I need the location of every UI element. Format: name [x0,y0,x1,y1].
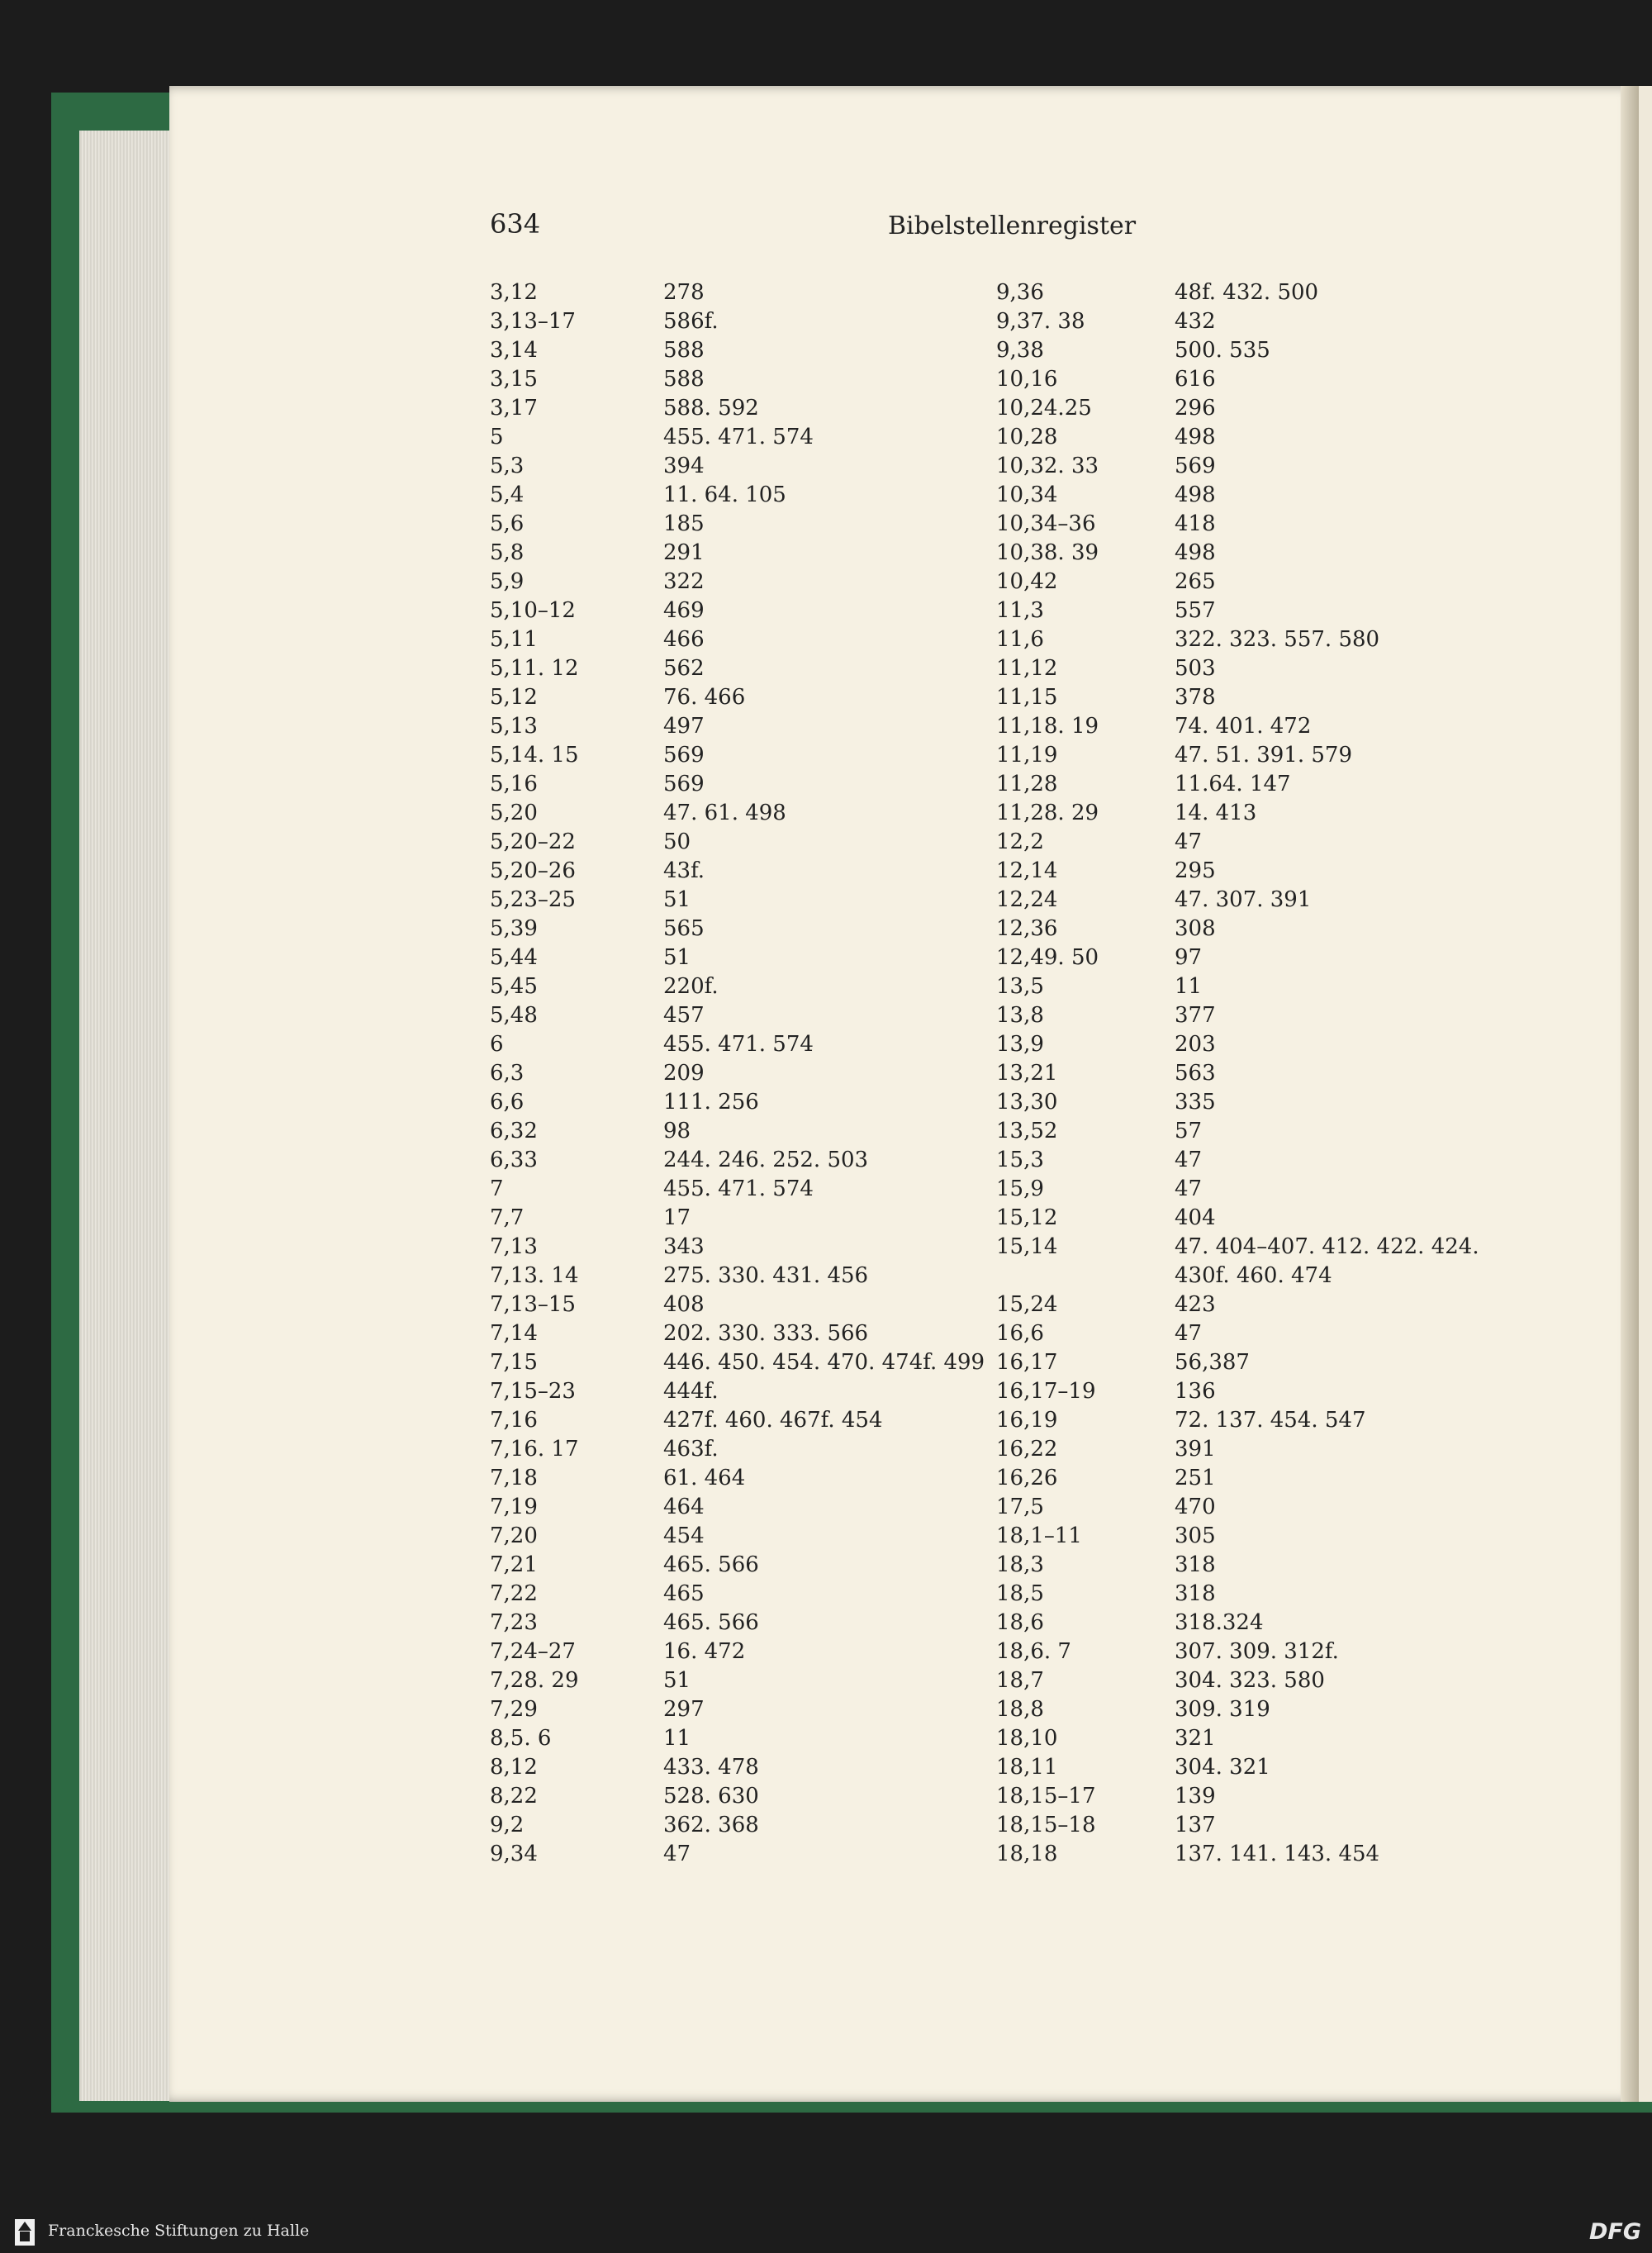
index-pages: 76. 466 [663,685,746,710]
index-pages: 391 [1175,1437,1216,1462]
index-pages: 470 [1175,1495,1216,1519]
index-reference: 18,3 [996,1552,1044,1577]
index-reference: 7,7 [490,1205,525,1230]
index-pages: 275. 330. 431. 456 [663,1263,869,1288]
index-reference: 18,6. 7 [996,1639,1071,1664]
index-reference: 13,5 [996,974,1044,999]
index-reference: 11,19 [996,743,1058,768]
index-reference: 5,13 [490,714,538,739]
index-reference: 15,24 [996,1292,1058,1317]
index-reference [996,1262,1099,1290]
index-reference: 3,13–17 [490,309,576,334]
index-reference: 5,6 [490,511,525,536]
index-reference: 7,15–23 [490,1379,576,1404]
index-reference: 6,33 [490,1148,538,1172]
index-reference: 7,13. 14 [490,1263,579,1288]
index-reference: 5,44 [490,945,538,970]
index-pages: 455. 471. 574 [663,1176,814,1201]
index-pages: 335 [1175,1090,1216,1115]
index-column-references-2 [996,278,1099,1869]
index-pages: 61. 464 [663,1466,746,1490]
index-pages: 14. 413 [1175,801,1257,825]
index-column-pages-1 [663,278,985,1869]
index-reference: 7,18 [490,1466,538,1490]
index-reference: 7,28. 29 [490,1668,579,1693]
index-reference: 8,22 [490,1784,538,1809]
index-reference: 12,36 [996,916,1058,941]
index-pages: 304. 321 [1175,1755,1270,1780]
index-pages: 296 [1175,396,1216,421]
index-pages: 322 [663,569,705,594]
index-pages: 404 [1175,1205,1216,1230]
index-pages: 203 [1175,1032,1216,1057]
index-reference: 16,6 [996,1321,1044,1346]
index-pages: 304. 323. 580 [1175,1668,1325,1693]
index-reference: 5,14. 15 [490,743,579,768]
index-pages: 220f. [663,974,719,999]
index-reference: 11,3 [996,598,1044,623]
index-pages: 51 [663,887,691,912]
index-pages: 498 [1175,540,1216,565]
index-reference: 9,34 [490,1842,538,1866]
index-pages: 47 [1175,1176,1203,1201]
index-pages: 11.64. 147 [1175,772,1291,796]
index-reference: 6,6 [490,1090,525,1115]
index-pages: 244. 246. 252. 503 [663,1148,869,1172]
index-pages: 446. 450. 454. 470. 474f. 499 [663,1350,985,1375]
index-pages: 465. 566 [663,1610,759,1635]
facing-page-edge [1639,86,1652,2102]
index-reference: 13,9 [996,1032,1044,1057]
index-column-references-1 [490,278,579,1869]
index-reference: 11,18. 19 [996,714,1099,739]
index-pages: 454 [663,1523,705,1548]
index-reference: 7,13 [490,1234,538,1259]
index-reference: 3,14 [490,338,538,363]
index-reference: 17,5 [996,1495,1044,1519]
index-reference: 11,28. 29 [996,801,1099,825]
index-reference: 5 [490,425,504,449]
index-pages: 498 [1175,425,1216,449]
index-pages: 291 [663,540,705,565]
index-reference: 7,14 [490,1321,538,1346]
index-reference: 10,32. 33 [996,454,1099,478]
index-pages: 466 [663,627,705,652]
index-pages: 185 [663,511,705,536]
index-pages: 307. 309. 312f. [1175,1639,1339,1664]
index-reference: 10,28 [996,425,1058,449]
index-pages: 265 [1175,569,1216,594]
index-reference: 7,19 [490,1495,538,1519]
index-reference: 9,38 [996,338,1044,363]
index-reference: 5,10–12 [490,598,576,623]
index-reference: 7,22 [490,1581,538,1606]
page-title: Bibelstellenregister [888,212,1137,240]
index-reference: 7,16 [490,1408,538,1433]
index-reference: 12,14 [996,858,1058,883]
index-pages: 362. 368 [663,1813,759,1837]
index-reference: 18,15–17 [996,1784,1096,1809]
index-reference: 6,32 [490,1119,538,1143]
index-pages: 47. 51. 391. 579 [1175,743,1353,768]
index-pages: 432 [1175,309,1216,334]
index-reference: 5,48 [490,1003,538,1028]
index-pages: 569 [1175,454,1216,478]
index-pages: 278 [663,280,705,305]
index-reference: 7,24–27 [490,1639,576,1664]
index-pages: 50 [663,829,691,854]
index-pages: 321 [1175,1726,1216,1751]
index-reference: 6 [490,1032,504,1057]
index-pages: 209 [663,1061,705,1086]
index-reference: 11,28 [996,772,1058,796]
index-pages: 57 [1175,1119,1203,1143]
index-pages: 457 [663,1003,705,1028]
index-pages: 497 [663,714,705,739]
index-pages: 17 [663,1205,691,1230]
index-reference: 11,6 [996,627,1044,652]
index-reference: 12,24 [996,887,1058,912]
index-reference: 5,20–26 [490,858,576,883]
index-reference: 10,16 [996,367,1058,392]
index-reference: 10,34–36 [996,511,1096,536]
index-pages: 318 [1175,1552,1216,1577]
index-pages: 444f. [663,1379,719,1404]
index-reference: 5,45 [490,974,538,999]
index-reference: 8,12 [490,1755,538,1780]
index-pages: 465. 566 [663,1552,759,1577]
index-pages: 557 [1175,598,1216,623]
index-pages: 297 [663,1697,705,1722]
index-pages: 51 [663,945,691,970]
index-pages: 378 [1175,685,1216,710]
index-pages: 51 [663,1668,691,1693]
index-reference: 11,12 [996,656,1058,681]
index-pages: 569 [663,772,705,796]
index-reference: 5,11 [490,627,538,652]
index-pages: 588. 592 [663,396,759,421]
index-reference: 3,12 [490,280,538,305]
index-pages: 418 [1175,511,1216,536]
index-pages: 423 [1175,1292,1216,1317]
index-reference: 18,8 [996,1697,1044,1722]
index-pages: 586f. [663,309,719,334]
index-reference: 3,15 [490,367,538,392]
index-pages: 136 [1175,1379,1216,1404]
index-pages: 455. 471. 574 [663,425,814,449]
index-reference: 5,20 [490,801,538,825]
index-pages: 43f. [663,858,705,883]
index-reference: 10,24.25 [996,396,1092,421]
index-pages: 503 [1175,656,1216,681]
index-pages: 305 [1175,1523,1216,1548]
index-reference: 10,42 [996,569,1058,594]
index-pages: 309. 319 [1175,1697,1270,1722]
index-pages: 72. 137. 454. 547 [1175,1408,1366,1433]
index-pages: 408 [663,1292,705,1317]
index-reference: 5,3 [490,454,525,478]
index-reference: 18,10 [996,1726,1058,1751]
index-pages: 498 [1175,482,1216,507]
index-reference: 15,3 [996,1148,1044,1172]
index-reference: 5,20–22 [490,829,576,854]
index-pages: 322. 323. 557. 580 [1175,627,1380,652]
index-reference: 9,2 [490,1813,525,1837]
index-pages: 97 [1175,945,1203,970]
index-pages: 48f. 432. 500 [1175,280,1319,305]
index-pages: 377 [1175,1003,1216,1028]
index-reference: 5,9 [490,569,525,594]
index-pages: 463f. [663,1437,719,1462]
index-reference: 7,16. 17 [490,1437,579,1462]
index-pages: 295 [1175,858,1216,883]
index-reference: 10,34 [996,482,1058,507]
index-reference: 15,9 [996,1176,1044,1201]
index-reference: 7 [490,1176,504,1201]
index-reference: 15,12 [996,1205,1058,1230]
index-pages: 202. 330. 333. 566 [663,1321,869,1346]
index-reference: 13,52 [996,1119,1058,1143]
index-pages: 56,387 [1175,1350,1250,1375]
index-reference: 5,12 [490,685,538,710]
page-edges [79,131,183,2101]
index-reference: 13,21 [996,1061,1058,1086]
index-reference: 5,4 [490,482,525,507]
index-reference: 12,2 [996,829,1044,854]
index-pages: 47 [1175,1321,1203,1346]
index-pages: 500. 535 [1175,338,1270,363]
index-pages: 137 [1175,1813,1216,1837]
index-reference: 10,38. 39 [996,540,1099,565]
index-reference: 7,15 [490,1350,538,1375]
index-pages: 430f. 460. 474 [1175,1263,1332,1288]
index-reference: 7,13–15 [490,1292,576,1317]
index-reference: 18,7 [996,1668,1044,1693]
footer-institution: Franckesche Stiftungen zu Halle [48,2222,310,2240]
index-pages: 562 [663,656,705,681]
index-reference: 13,8 [996,1003,1044,1028]
index-pages: 47 [663,1842,691,1866]
index-pages: 47. 404–407. 412. 422. 424. [1175,1234,1479,1259]
index-pages: 569 [663,743,705,768]
index-reference: 6,3 [490,1061,525,1086]
index-pages: 318.324 [1175,1610,1264,1635]
index-reference: 9,37. 38 [996,309,1085,334]
index-reference: 9,36 [996,280,1044,305]
index-pages: 464 [663,1495,705,1519]
dfg-logo: DFG [1589,2219,1642,2245]
index-pages: 343 [663,1234,705,1259]
index-pages: 455. 471. 574 [663,1032,814,1057]
index-reference: 5,23–25 [490,887,576,912]
index-reference: 7,20 [490,1523,538,1548]
index-reference: 16,22 [996,1437,1058,1462]
index-pages: 139 [1175,1784,1216,1809]
index-pages: 98 [663,1119,691,1143]
index-pages: 16. 472 [663,1639,746,1664]
index-reference: 16,19 [996,1408,1058,1433]
index-reference: 16,26 [996,1466,1058,1490]
index-reference: 18,6 [996,1610,1044,1635]
index-pages: 47. 307. 391 [1175,887,1312,912]
index-pages: 74. 401. 472 [1175,714,1312,739]
index-reference: 15,14 [996,1234,1058,1259]
index-reference: 5,16 [490,772,538,796]
page-number: 634 [490,208,541,240]
index-pages: 251 [1175,1466,1216,1490]
index-pages: 433. 478 [663,1755,759,1780]
index-column-pages-2 [1175,278,1479,1869]
index-pages: 11. 64. 105 [663,482,786,507]
index-reference: 5,39 [490,916,538,941]
index-pages: 11 [1175,974,1203,999]
index-reference: 18,1–11 [996,1523,1082,1548]
index-pages: 318 [1175,1581,1216,1606]
index-pages: 616 [1175,367,1216,392]
index-pages: 11 [663,1726,691,1751]
index-pages: 111. 256 [663,1090,759,1115]
institution-logo-icon [15,2219,35,2246]
index-reference: 7,21 [490,1552,538,1577]
index-reference: 18,18 [996,1842,1058,1866]
index-pages: 528. 630 [663,1784,759,1809]
index-pages: 47 [1175,829,1203,854]
index-reference: 11,15 [996,685,1058,710]
index-reference: 18,5 [996,1581,1044,1606]
index-reference: 18,11 [996,1755,1058,1780]
index-reference: 7,23 [490,1610,538,1635]
index-pages: 47 [1175,1148,1203,1172]
page-gutter [1621,86,1639,2102]
index-pages: 394 [663,454,705,478]
index-pages: 469 [663,598,705,623]
index-reference: 16,17–19 [996,1379,1096,1404]
index-pages: 565 [663,916,705,941]
index-pages: 308 [1175,916,1216,941]
index-reference: 7,29 [490,1697,538,1722]
index-pages: 588 [663,338,705,363]
index-reference: 13,30 [996,1090,1058,1115]
index-reference: 16,17 [996,1350,1058,1375]
index-reference: 5,11. 12 [490,656,579,681]
index-pages: 47. 61. 498 [663,801,786,825]
index-reference: 12,49. 50 [996,945,1099,970]
index-reference: 18,15–18 [996,1813,1096,1837]
index-pages: 427f. 460. 467f. 454 [663,1408,883,1433]
index-reference: 5,8 [490,540,525,565]
index-pages: 563 [1175,1061,1216,1086]
index-pages: 465 [663,1581,705,1606]
index-pages: 588 [663,367,705,392]
index-reference: 8,5. 6 [490,1726,552,1751]
index-reference: 3,17 [490,396,538,421]
index-pages: 137. 141. 143. 454 [1175,1842,1380,1866]
